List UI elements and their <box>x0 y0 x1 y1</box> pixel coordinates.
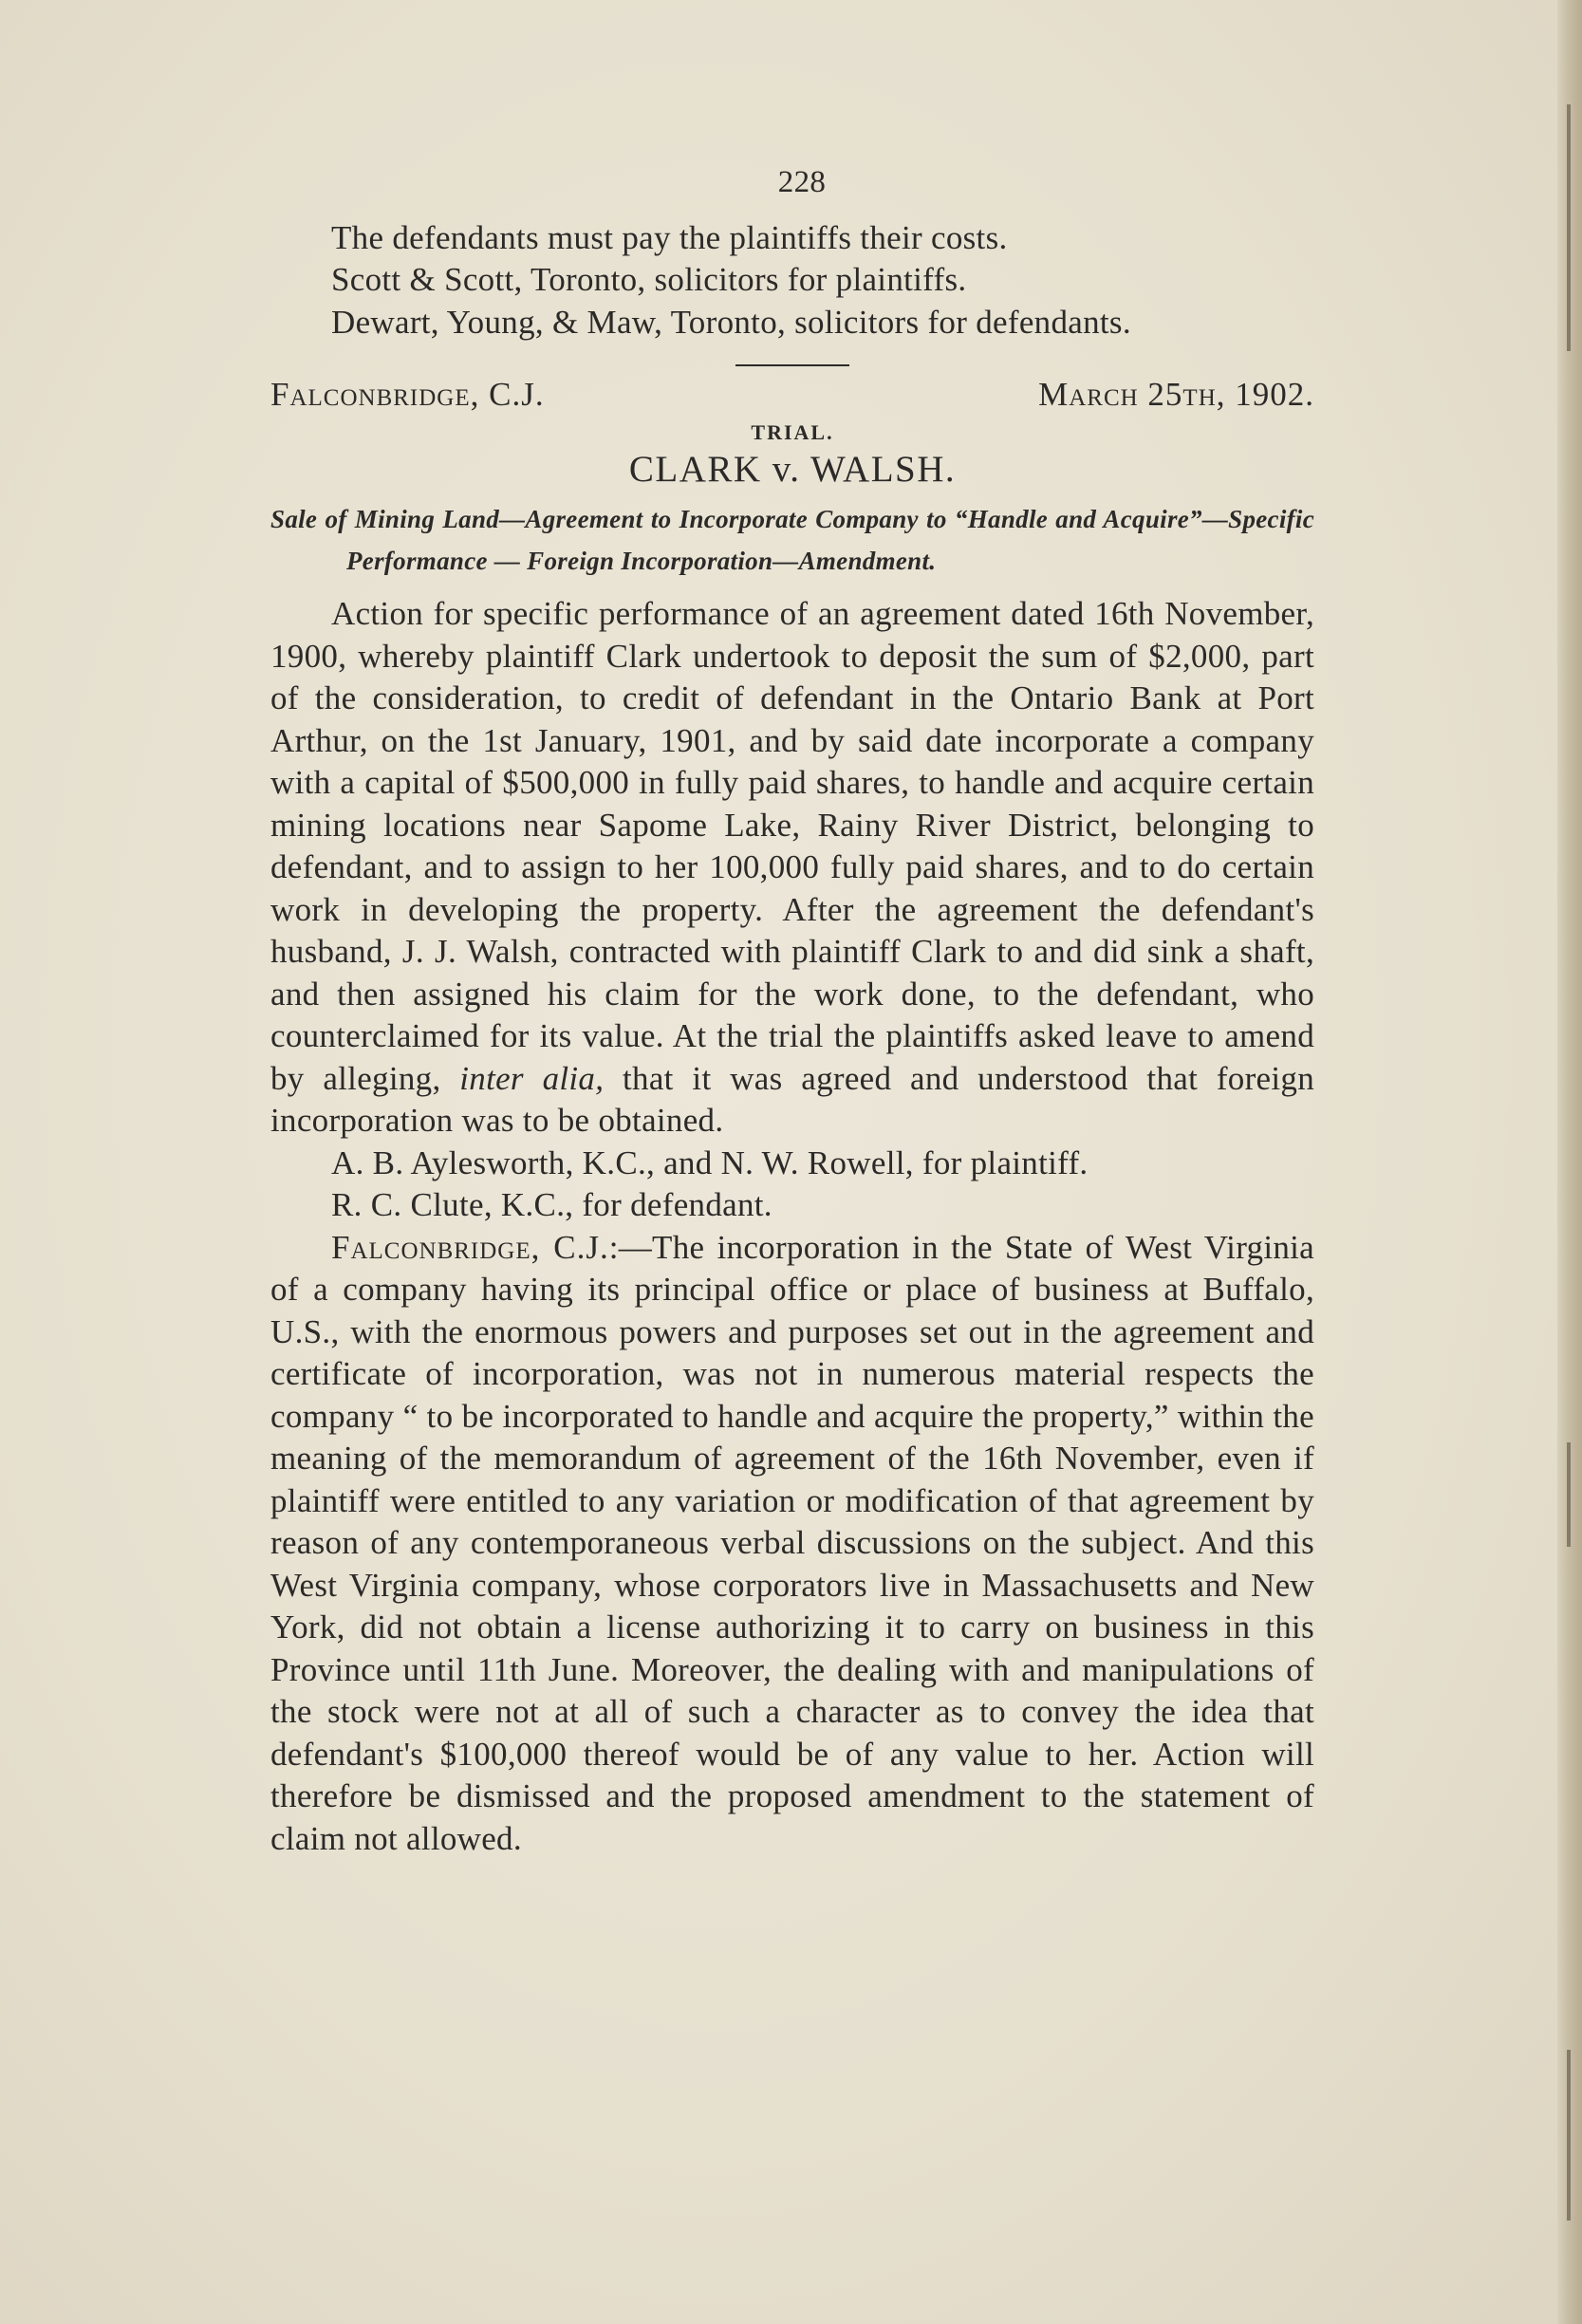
binding-mark <box>1567 2050 1571 2221</box>
judgment-text: :—The incorporation in the State of West Virginia of a company having its principal office or place of business at Buffalo, U.S., with the enormous powers and purposes set out in the agreement and certificate of incorporation, was not in numerous material respects the company “ to be incorporated to handle and acquire the property,” within the meaning of the memorandum of agreement of the 16th November, even if plaintiff were entitled to any variation or modification of that agreement by reason of any contemporaneous verbal discussions on the subject. And this West Virginia company, whose corporators live in Massachusetts and New York, did not obtain a license authorizing it to carry on business in this Province until 11th June. Moreover, the dealing with and manipulations of the stock were not at all of such a character as to convey the idea that defendant's $100,000 thereof would be of any value to her. Action will therefore be dismissed and the proposed amendment to the statement of claim not allowed. <box>270 1228 1315 1857</box>
headnote: Sale of Mining Land—Agreement to Incorporate Company to “Handle and Acquire”—Specific Performance — Foreign Incorporation—Amendment. <box>270 505 1314 575</box>
solicitors-defendants: Dewart, Young, & Maw, Toronto, solicitors for defendants. <box>331 303 1131 341</box>
solicitors-plaintiffs: Scott & Scott, Toronto, solicitors for plaintiffs. <box>331 261 967 298</box>
statement-end: that it was agreed and understood that foreign incorporation was to be obtained. <box>270 1059 1315 1139</box>
page-content <box>270 161 1314 1860</box>
case-title: CLARK v. WALSH. <box>628 448 957 490</box>
case-date: March 25th, 1902. <box>1038 376 1314 413</box>
binding-mark <box>1567 104 1571 351</box>
trial-label: TRIAL. <box>751 419 834 444</box>
costs-paragraph: The defendants must pay the plaintiffs their costs. <box>331 218 1008 256</box>
statement-italic: inter alia, <box>459 1059 605 1097</box>
statement-text: Action for specific performance of an agreement dated 16th November, 1900, whereby plaintiff Clark undertook to deposit the sum of $2,000, part of the consideration, to credit of defendant in the Ontario Bank at Port Arthur, on the 1st January, 1901, and by said date incorporate a company with a capital of $500,000 in fully paid shares, to handle and acquire certain mining locations near Sapome Lake, Rainy River District, belonging to defendant, and to assign to her 100,000 fully paid shares, and to do certain work in developing the property. After the agreement the defendant's husband, J. J. Walsh, contracted with plaintiff Clark to and did sink a shaft, and then assigned his claim for the work done, to the defendant, who counterclaimed for its value. At the trial the plaintiffs asked leave to amend by alleging, <box>270 595 1314 1097</box>
judge-name: Falconbridge, C.J. <box>270 376 545 413</box>
statement-paragraph <box>270 593 1314 1143</box>
page-number: 228 <box>777 165 827 199</box>
binding-mark <box>1567 1442 1571 1547</box>
judgment-paragraph <box>270 1227 1314 1861</box>
judgment-speaker: Falconbridge, C.J. <box>331 1228 609 1266</box>
case-header <box>270 374 1314 417</box>
section-divider <box>735 364 849 366</box>
counsel-plaintiff: A. B. Aylesworth, K.C., and N. W. Rowell, for plaintiff. <box>331 1143 1089 1181</box>
counsel-defendant: R. C. Clute, K.C., for defendant. <box>331 1186 772 1223</box>
